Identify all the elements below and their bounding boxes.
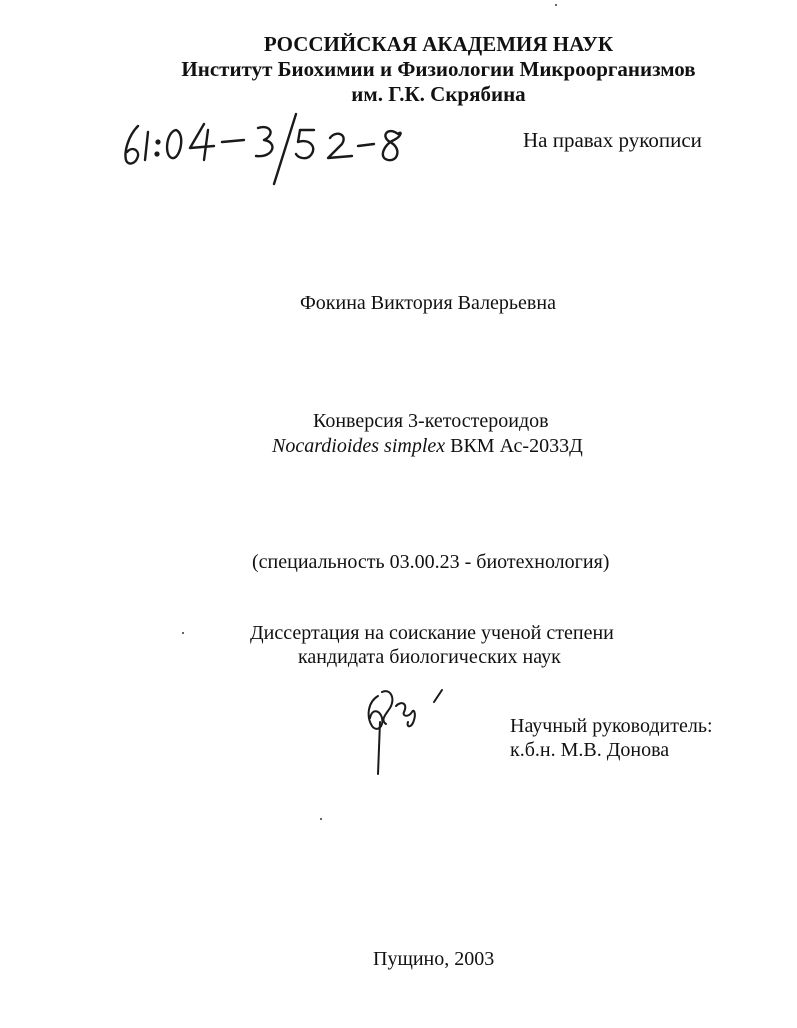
handwritten-manuscript-number: [118, 112, 428, 192]
scan-speck: [182, 632, 184, 634]
supervisor-label: Научный руководитель:: [510, 715, 713, 737]
organism-name: Nocardioides simplex: [272, 435, 446, 457]
rights-note: На правах рукописи: [523, 128, 702, 152]
dissertation-title-line1: Конверсия 3-кетостероидов: [313, 410, 549, 432]
organization-name: РОССИЙСКАЯ АКАДЕМИЯ НАУК: [263, 32, 614, 56]
specialty: (специальность 03.00.23 - биотехнология): [252, 551, 610, 573]
supervisor-name: к.б.н. М.В. Донова: [510, 739, 670, 761]
handwritten-signature: [356, 682, 456, 782]
degree-line1: Диссертация на соискание ученой степени: [250, 622, 614, 644]
handwritten-number-drawing: [118, 112, 428, 192]
author-name: Фокина Виктория Валерьевна: [300, 292, 556, 314]
scan-speck: [555, 4, 557, 6]
strain-code: ВКМ Ас-2033Д: [450, 435, 583, 457]
dissertation-title-line2: [272, 435, 583, 458]
institute-name: Институт Биохимии и Физиологии Микроорганизмов: [181, 57, 696, 81]
scan-speck: [320, 818, 322, 820]
place-and-year: Пущино, 2003: [373, 948, 495, 970]
degree-line2: кандидата биологических наук: [298, 646, 561, 668]
institute-named-after: им. Г.К. Скрябина: [351, 82, 526, 106]
